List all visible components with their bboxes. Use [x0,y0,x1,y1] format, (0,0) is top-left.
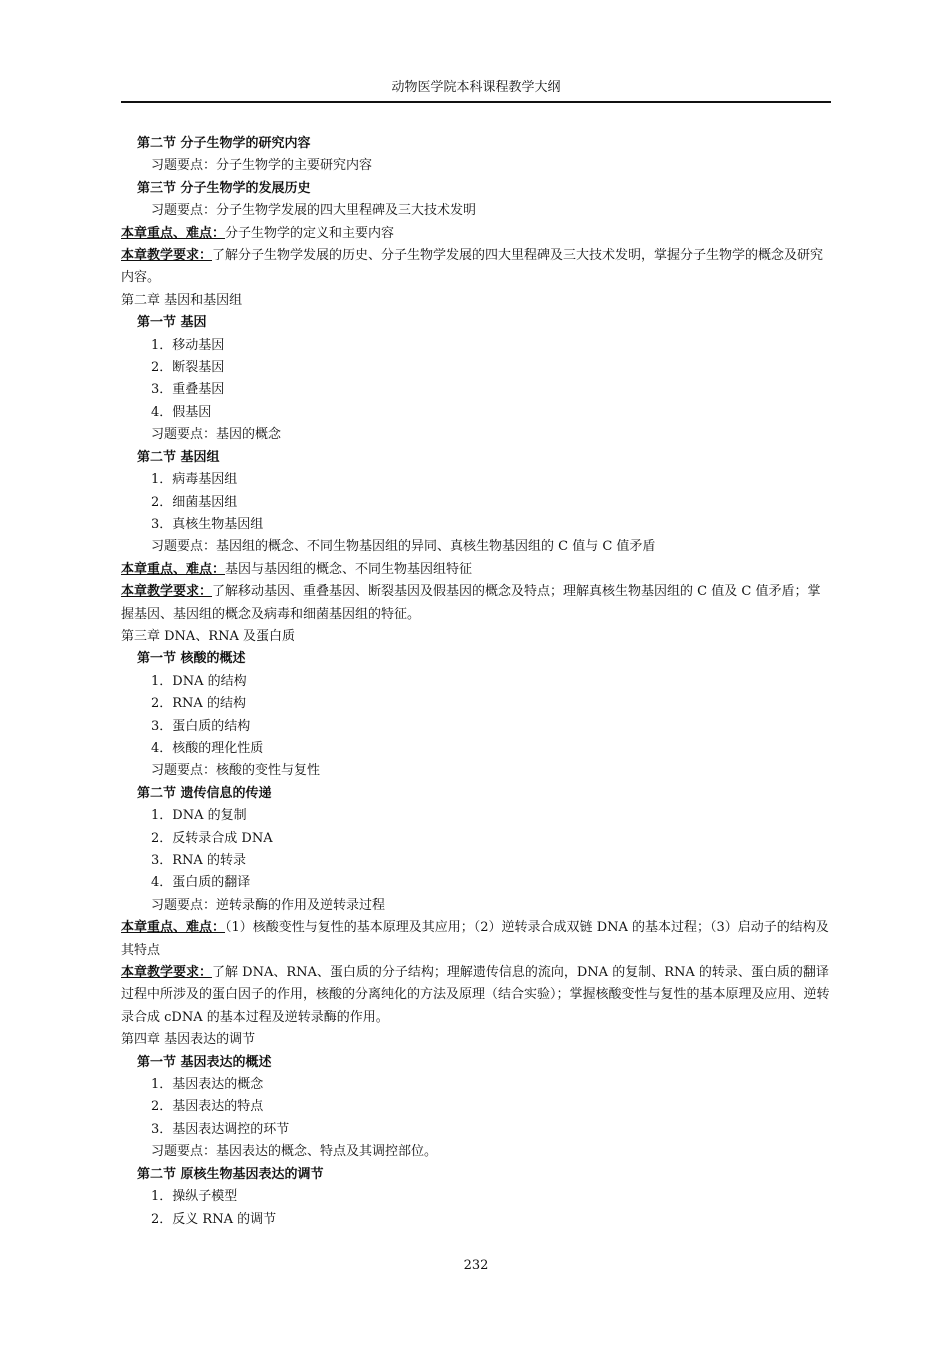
key-point-text: 分子生物学的定义和主要内容 [225,225,395,241]
list-item: 4．核酸的理化性质 [151,740,264,756]
list-item: 3．基因表达调控的环节 [151,1121,290,1137]
key-point-label: 本章教学要求： [121,965,213,981]
section-heading: 第一节 基因表达的概述 [137,1054,272,1070]
key-point-text: 了解 DNA、RNA、蛋白质的分子结构；理解遗传信息的流向，DNA 的复制、RNA 的转录、蛋白质的翻译过程中所涉及的蛋白因子的作用，核酸的分离纯化的方法及原理（结合实验）；掌握核酸变性与复性的基本原理及应用、逆转录合成 cDNA 的基本过程及逆转录酶的作用。 [121,965,830,1025]
list-item: 2．细菌基因组 [151,494,238,510]
key-point-text: 了解移动基因、重叠基因、断裂基因及假基因的概念及特点；理解真核生物基因组的 C 值及 C 值矛盾；掌握基因、基因组的概念及病毒和细菌基因组的特征。 [121,584,821,622]
key-point-paragraph [121,223,831,245]
list-item: 2．断裂基因 [151,360,225,376]
list-item: 4．假基因 [151,404,212,420]
section-heading: 第二节 遗传信息的传递 [137,785,272,801]
key-point-paragraph [121,917,831,962]
section-heading: 第一节 核酸的概述 [137,651,246,667]
key-point-label: 本章教学要求： [121,584,213,600]
list-item: 3．重叠基因 [151,382,225,398]
list-item: 1．移动基因 [151,337,225,353]
list-item: 1．操纵子模型 [151,1189,238,1205]
key-point-paragraph [121,245,831,290]
list-item: 3．真核生物基因组 [151,516,264,532]
exercise-note: 习题要点：基因组的概念、不同生物基因组的异同、真核生物基因组的 C 值与 C 值矛盾 [151,539,656,555]
key-point-label: 本章重点、难点： [121,561,226,577]
exercise-note: 习题要点：核酸的变性与复性 [151,763,321,779]
chapter-heading: 第四章 基因表达的调节 [121,1032,256,1048]
exercise-note: 习题要点：基因表达的概念、特点及其调控部位。 [151,1144,438,1160]
list-item: 1．基因表达的概念 [151,1077,264,1093]
key-point-label: 本章教学要求： [121,248,213,264]
document-body [121,133,831,1231]
section-heading: 第一节 基因 [137,315,207,331]
list-item: 1．病毒基因组 [151,472,238,488]
section-heading: 第三节 分子生物学的发展历史 [137,180,311,196]
list-item: 1．DNA 的结构 [151,673,247,689]
key-point-text: 基因与基因组的概念、不同生物基因组特征 [225,561,473,577]
list-item: 4．蛋白质的翻译 [151,875,251,891]
exercise-note: 习题要点：分子生物学发展的四大里程碑及三大技术发明 [151,203,477,219]
page-number: 232 [463,1258,489,1273]
exercise-note: 习题要点：分子生物学的主要研究内容 [151,158,373,174]
header-rule [121,101,831,103]
list-item: 2．反转录合成 DNA [151,830,273,846]
chapter-heading: 第二章 基因和基因组 [121,292,243,308]
list-item: 2．RNA 的结构 [151,696,246,712]
chapter-heading: 第三章 DNA、RNA 及蛋白质 [121,628,296,644]
section-heading: 第二节 原核生物基因表达的调节 [137,1166,324,1182]
section-heading: 第二节 分子生物学的研究内容 [137,136,311,151]
key-point-text: 了解分子生物学发展的历史、分子生物学发展的四大里程碑及三大技术发明，掌握分子生物学的概念及研究内容。 [121,248,824,286]
key-point-label: 本章重点、难点： [121,225,226,241]
list-item: 3．蛋白质的结构 [151,718,251,734]
key-point-label: 本章重点、难点： [121,920,226,936]
key-point-paragraph [121,962,831,1029]
list-item: 1．DNA 的复制 [151,808,247,824]
exercise-note: 习题要点：基因的概念 [151,427,282,443]
list-item: 3．RNA 的转录 [151,853,246,868]
list-item: 2．基因表达的特点 [151,1099,264,1115]
key-point-paragraph [121,581,831,626]
key-point-paragraph [121,559,831,581]
key-point-text: （1）核酸变性与复性的基本原理及其应用；（2）逆转录合成双链 DNA 的基本过程；（3）启动子的结构及其特点 [121,920,829,958]
page-header: 动物医学院本科课程教学大纲 [391,80,561,95]
section-heading: 第二节 基因组 [137,449,220,465]
list-item: 2．反义 RNA 的调节 [151,1211,277,1227]
exercise-note: 习题要点：逆转录酶的作用及逆转录过程 [151,897,386,913]
